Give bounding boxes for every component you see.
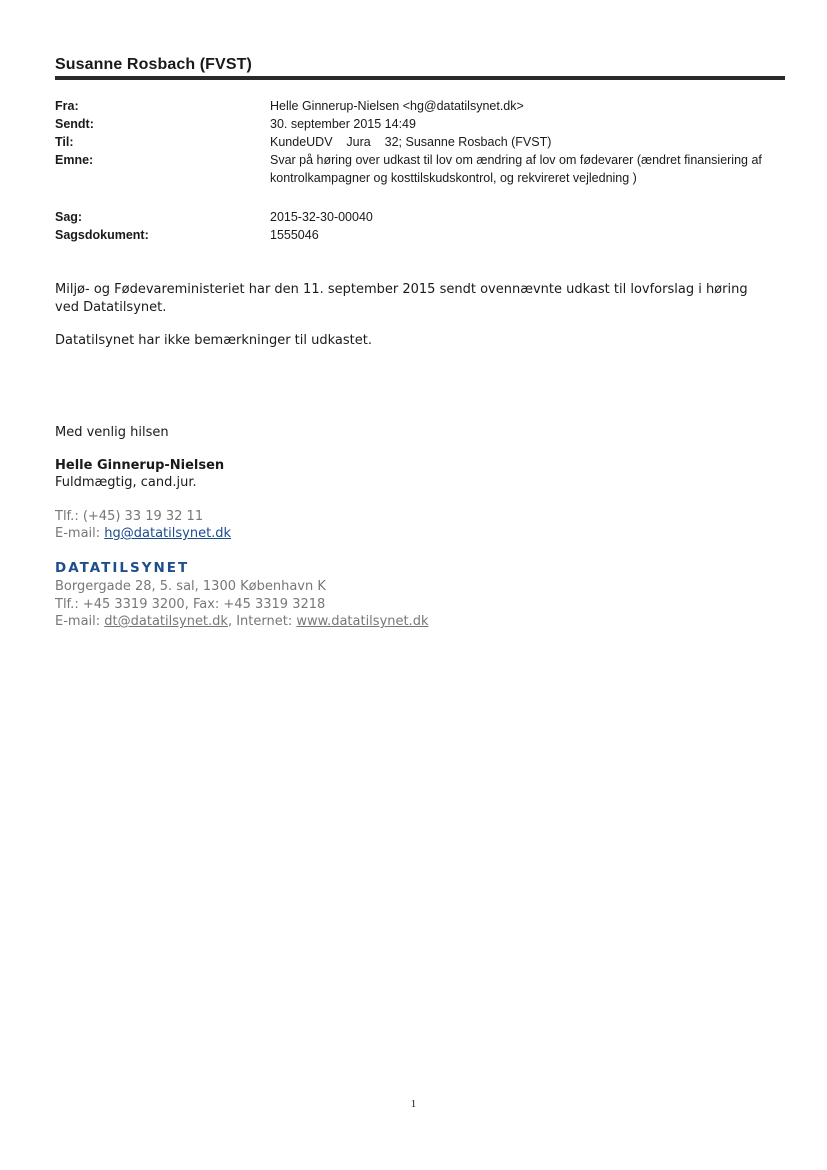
organization-name: DATATILSYNET [55, 560, 190, 576]
field-value: 2015-32-30-00040 [270, 210, 373, 224]
signature-email-line [55, 525, 231, 543]
field-value: KundeUDV Jura 32; Susanne Rosbach (FVST) [270, 135, 552, 149]
field-label: Sendt: [55, 117, 94, 131]
field-label: Sagsdokument: [55, 228, 149, 242]
page-number: 1 [410, 1098, 417, 1110]
email-label: E-mail: [55, 614, 105, 629]
field-label: Sag: [55, 210, 83, 224]
body-paragraph: Datatilsynet har ikke bemærkninger til udkastet. [55, 333, 372, 348]
field-value: 1555046 [270, 228, 319, 242]
field-value: Helle Ginnerup-Nielsen <hg@datatilsynet.dk> [270, 99, 524, 113]
signature-name: Helle Ginnerup-Nielsen [55, 458, 225, 473]
internet-label: , Internet: [227, 614, 297, 629]
signature-phone: Tlf.: (+45) 33 19 32 11 [55, 509, 204, 524]
email-owner-name: Susanne Rosbach (FVST) [55, 56, 252, 73]
header-rule [55, 76, 785, 80]
field-value: 30. september 2015 14:49 [270, 117, 416, 131]
field-label: Fra: [55, 99, 79, 113]
email-label: E-mail: [55, 526, 105, 541]
organization-phone-fax: Tlf.: +45 3319 3200, Fax: +45 3319 3218 [55, 597, 326, 612]
field-label: Til: [55, 135, 74, 149]
organization-website-link[interactable]: www.datatilsynet.dk [296, 614, 429, 629]
signature-greeting: Med venlig hilsen [55, 425, 169, 440]
field-value: Svar på høring over udkast til lov om ændring af lov om fødevarer (ændret finansiering af kontrolkampagner og kosttilskudskontrol, og rekvireret vejledning ) [270, 153, 762, 185]
field-label: Emne: [55, 153, 94, 167]
organization-email-link[interactable]: dt@datatilsynet.dk [104, 614, 228, 629]
organization-contact-line [55, 613, 429, 631]
signature-title: Fuldmægtig, cand.jur. [55, 475, 197, 490]
organization-address: Borgergade 28, 5. sal, 1300 København K [55, 579, 326, 594]
signature-email-link[interactable]: hg@datatilsynet.dk [104, 526, 232, 541]
body-paragraph: Miljø- og Fødevareministeriet har den 11. september 2015 sendt ovennævnte udkast til lovforslag i høring ved Datatilsynet. [55, 282, 748, 315]
